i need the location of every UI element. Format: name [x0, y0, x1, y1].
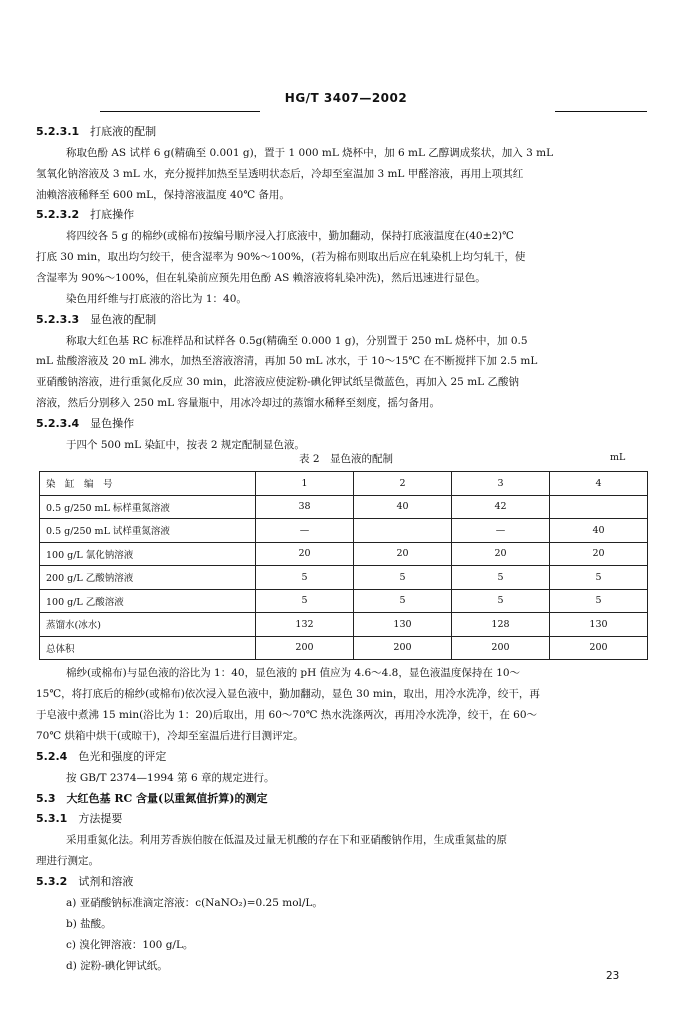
table-cell: 200 — [550, 636, 648, 660]
table-cell: 20 — [354, 542, 452, 566]
paragraph-line: 将四绞各 5 g 的棉纱(或棉布)按编号顺序浸入打底液中，勤加翻动，保持打底液温度在(40±2)℃ — [66, 230, 514, 242]
table-cell: 130 — [550, 613, 648, 637]
section-heading: 5.2.3.3 显色液的配制 — [36, 313, 157, 326]
paragraph-line: 氢氧化钠溶液及 3 mL 水，充分搅拌加热至呈透明状态后，冷却至室温加 3 mL 甲醛溶液，再用上项其红 — [36, 168, 524, 180]
dye-solution-table — [39, 471, 648, 660]
table-cell: 40 — [550, 519, 648, 543]
paragraph-line: 按 GB/T 2374—1994 第 6 章的规定进行。 — [66, 772, 275, 784]
table-cell: 5 — [354, 589, 452, 613]
table-row — [40, 566, 648, 590]
table-cell: 5 — [256, 589, 354, 613]
table-header-cell: 4 — [550, 472, 648, 496]
table-cell: 132 — [256, 613, 354, 637]
page-header: HG/T 3407—2002 — [284, 91, 408, 105]
table-cell: 5 — [550, 589, 648, 613]
table-row — [40, 636, 648, 660]
table-cell: 5 — [256, 566, 354, 590]
table-cell: 130 — [354, 613, 452, 637]
list-item: c) 溴化钾溶液：100 g/L。 — [66, 939, 194, 951]
paragraph-line: 采用重氮化法。利用芳香族伯胺在低温及过量无机酸的存在下和亚硝酸钠作用，生成重氮盐的原 — [66, 834, 507, 846]
row-label: 总体积 — [40, 636, 256, 660]
paragraph-line: 亚硝酸钠溶液，进行重氮化反应 30 min，此溶液应使淀粉-碘化钾试纸呈微蓝色，再加入 25 mL 乙酸钠 — [36, 376, 519, 388]
table-cell — [354, 519, 452, 543]
paragraph-line: 溶液，然后分别移入 250 mL 容量瓶中，用冰冷却过的蒸馏水稀释至刻度，摇匀备用。 — [36, 397, 440, 409]
table-header-cell: 2 — [354, 472, 452, 496]
table-cell: 20 — [256, 542, 354, 566]
header-rule-left — [100, 111, 260, 112]
paragraph-line: 油赖溶液稀释至 600 mL，保持溶液温度 40℃ 备用。 — [36, 189, 290, 201]
row-label: 蒸馏水(冰水) — [40, 613, 256, 637]
table-row — [40, 495, 648, 519]
paragraph-line: 染色用纤维与打底液的浴比为 1：40。 — [66, 293, 247, 305]
table-caption: 表 2 显色液的配制 — [298, 453, 394, 465]
paragraph-line: 于四个 500 mL 染缸中，按表 2 规定配制显色液。 — [66, 439, 305, 451]
paragraph-line: 含湿率为 90%～100%，但在轧染前应预先用色酚 AS 赖溶液将轧染冲洗)，然后迅速进行显色。 — [36, 272, 486, 284]
section-heading: 5.2.3.2 打底操作 — [36, 208, 135, 221]
paragraph-line: 理进行测定。 — [36, 855, 99, 867]
row-label: 0.5 g/250 mL 标样重氮溶液 — [40, 495, 256, 519]
table-cell: 20 — [452, 542, 550, 566]
table-cell: 5 — [452, 566, 550, 590]
table-cell: — — [256, 519, 354, 543]
paragraph-line: 打底 30 min，取出均匀绞干，使含湿率为 90%～100%，(若为棉布则取出后应在轧染机上均匀轧干，使 — [36, 251, 526, 263]
table-row — [40, 613, 648, 637]
paragraph-line: 称取色酚 AS 试样 6 g(精确至 0.001 g)，置于 1 000 mL 烧杯中，加 6 mL 乙醇调成浆状，加入 3 mL — [66, 147, 554, 159]
table-cell: 200 — [256, 636, 354, 660]
paragraph-line: mL 盐酸溶液及 20 mL 沸水，加热至溶液溶清，再加 50 mL 冰水，于 10～15℃ 在不断搅拌下加 2.5 mL — [36, 355, 538, 367]
row-label: 200 g/L 乙酸钠溶液 — [40, 566, 256, 590]
row-label: 100 g/L 乙酸溶液 — [40, 589, 256, 613]
table-cell — [550, 495, 648, 519]
section-heading: 5.2.3.1 打底液的配制 — [36, 125, 157, 138]
row-label: 100 g/L 氯化钠溶液 — [40, 542, 256, 566]
list-item: a) 亚硝酸钠标准滴定溶液：c(NaNO₂)=0.25 mol/L。 — [66, 897, 323, 909]
table-cell: 20 — [550, 542, 648, 566]
paragraph-line: 于皂液中煮沸 15 min(浴比为 1：20)后取出，用 60～70℃ 热水洗涤两次，再用冷水洗净，绞干，在 60～ — [36, 709, 538, 721]
table-cell: 128 — [452, 613, 550, 637]
paragraph-line: 称取大红色基 RC 标准样品和试样各 0.5g(精确至 0.000 1 g)，分别置于 250 mL 烧杯中，加 0.5 — [66, 335, 528, 347]
table-cell: 200 — [452, 636, 550, 660]
paragraph-line: 70℃ 烘箱中烘干(或晾干)，冷却至室温后进行目测评定。 — [36, 730, 304, 742]
table-cell: 42 — [452, 495, 550, 519]
paragraph-line: 15℃，将打底后的棉纱(或棉布)依次浸入显色液中，勤加翻动，显色 30 min，取出，用冷水洗净，绞干，再 — [36, 688, 540, 700]
header-rule-right — [555, 111, 647, 112]
list-item: b) 盐酸。 — [66, 918, 112, 930]
table-cell: 5 — [550, 566, 648, 590]
section-heading: 5.3 大红色基 RC 含量(以重氮值折算)的测定 — [36, 792, 268, 805]
section-heading: 5.3.2 试剂和溶液 — [36, 875, 134, 888]
table-header-cell: 3 — [452, 472, 550, 496]
table-cell: 38 — [256, 495, 354, 519]
table-cell: 5 — [354, 566, 452, 590]
table-row — [40, 589, 648, 613]
table-row — [40, 542, 648, 566]
row-label: 0.5 g/250 mL 试样重氮溶液 — [40, 519, 256, 543]
table-cell: 40 — [354, 495, 452, 519]
list-item: d) 淀粉-碘化钾试纸。 — [66, 960, 168, 972]
table-cell: — — [452, 519, 550, 543]
table-row — [40, 519, 648, 543]
section-heading: 5.2.3.4 显色操作 — [36, 417, 135, 430]
section-heading: 5.2.4 色光和强度的评定 — [36, 750, 167, 763]
paragraph-line: 棉纱(或棉布)与显色液的浴比为 1：40，显色液的 pH 值应为 4.6～4.8，显色液温度保持在 10～ — [66, 667, 521, 679]
table-header-cell: 1 — [256, 472, 354, 496]
table-unit: mL — [610, 452, 626, 463]
table-header-row — [40, 472, 648, 496]
section-heading: 5.3.1 方法提要 — [36, 812, 123, 825]
table-header-cell: 染 缸 编 号 — [40, 472, 256, 496]
table-cell: 200 — [354, 636, 452, 660]
page-number: 23 — [606, 970, 620, 982]
table-cell: 5 — [452, 589, 550, 613]
